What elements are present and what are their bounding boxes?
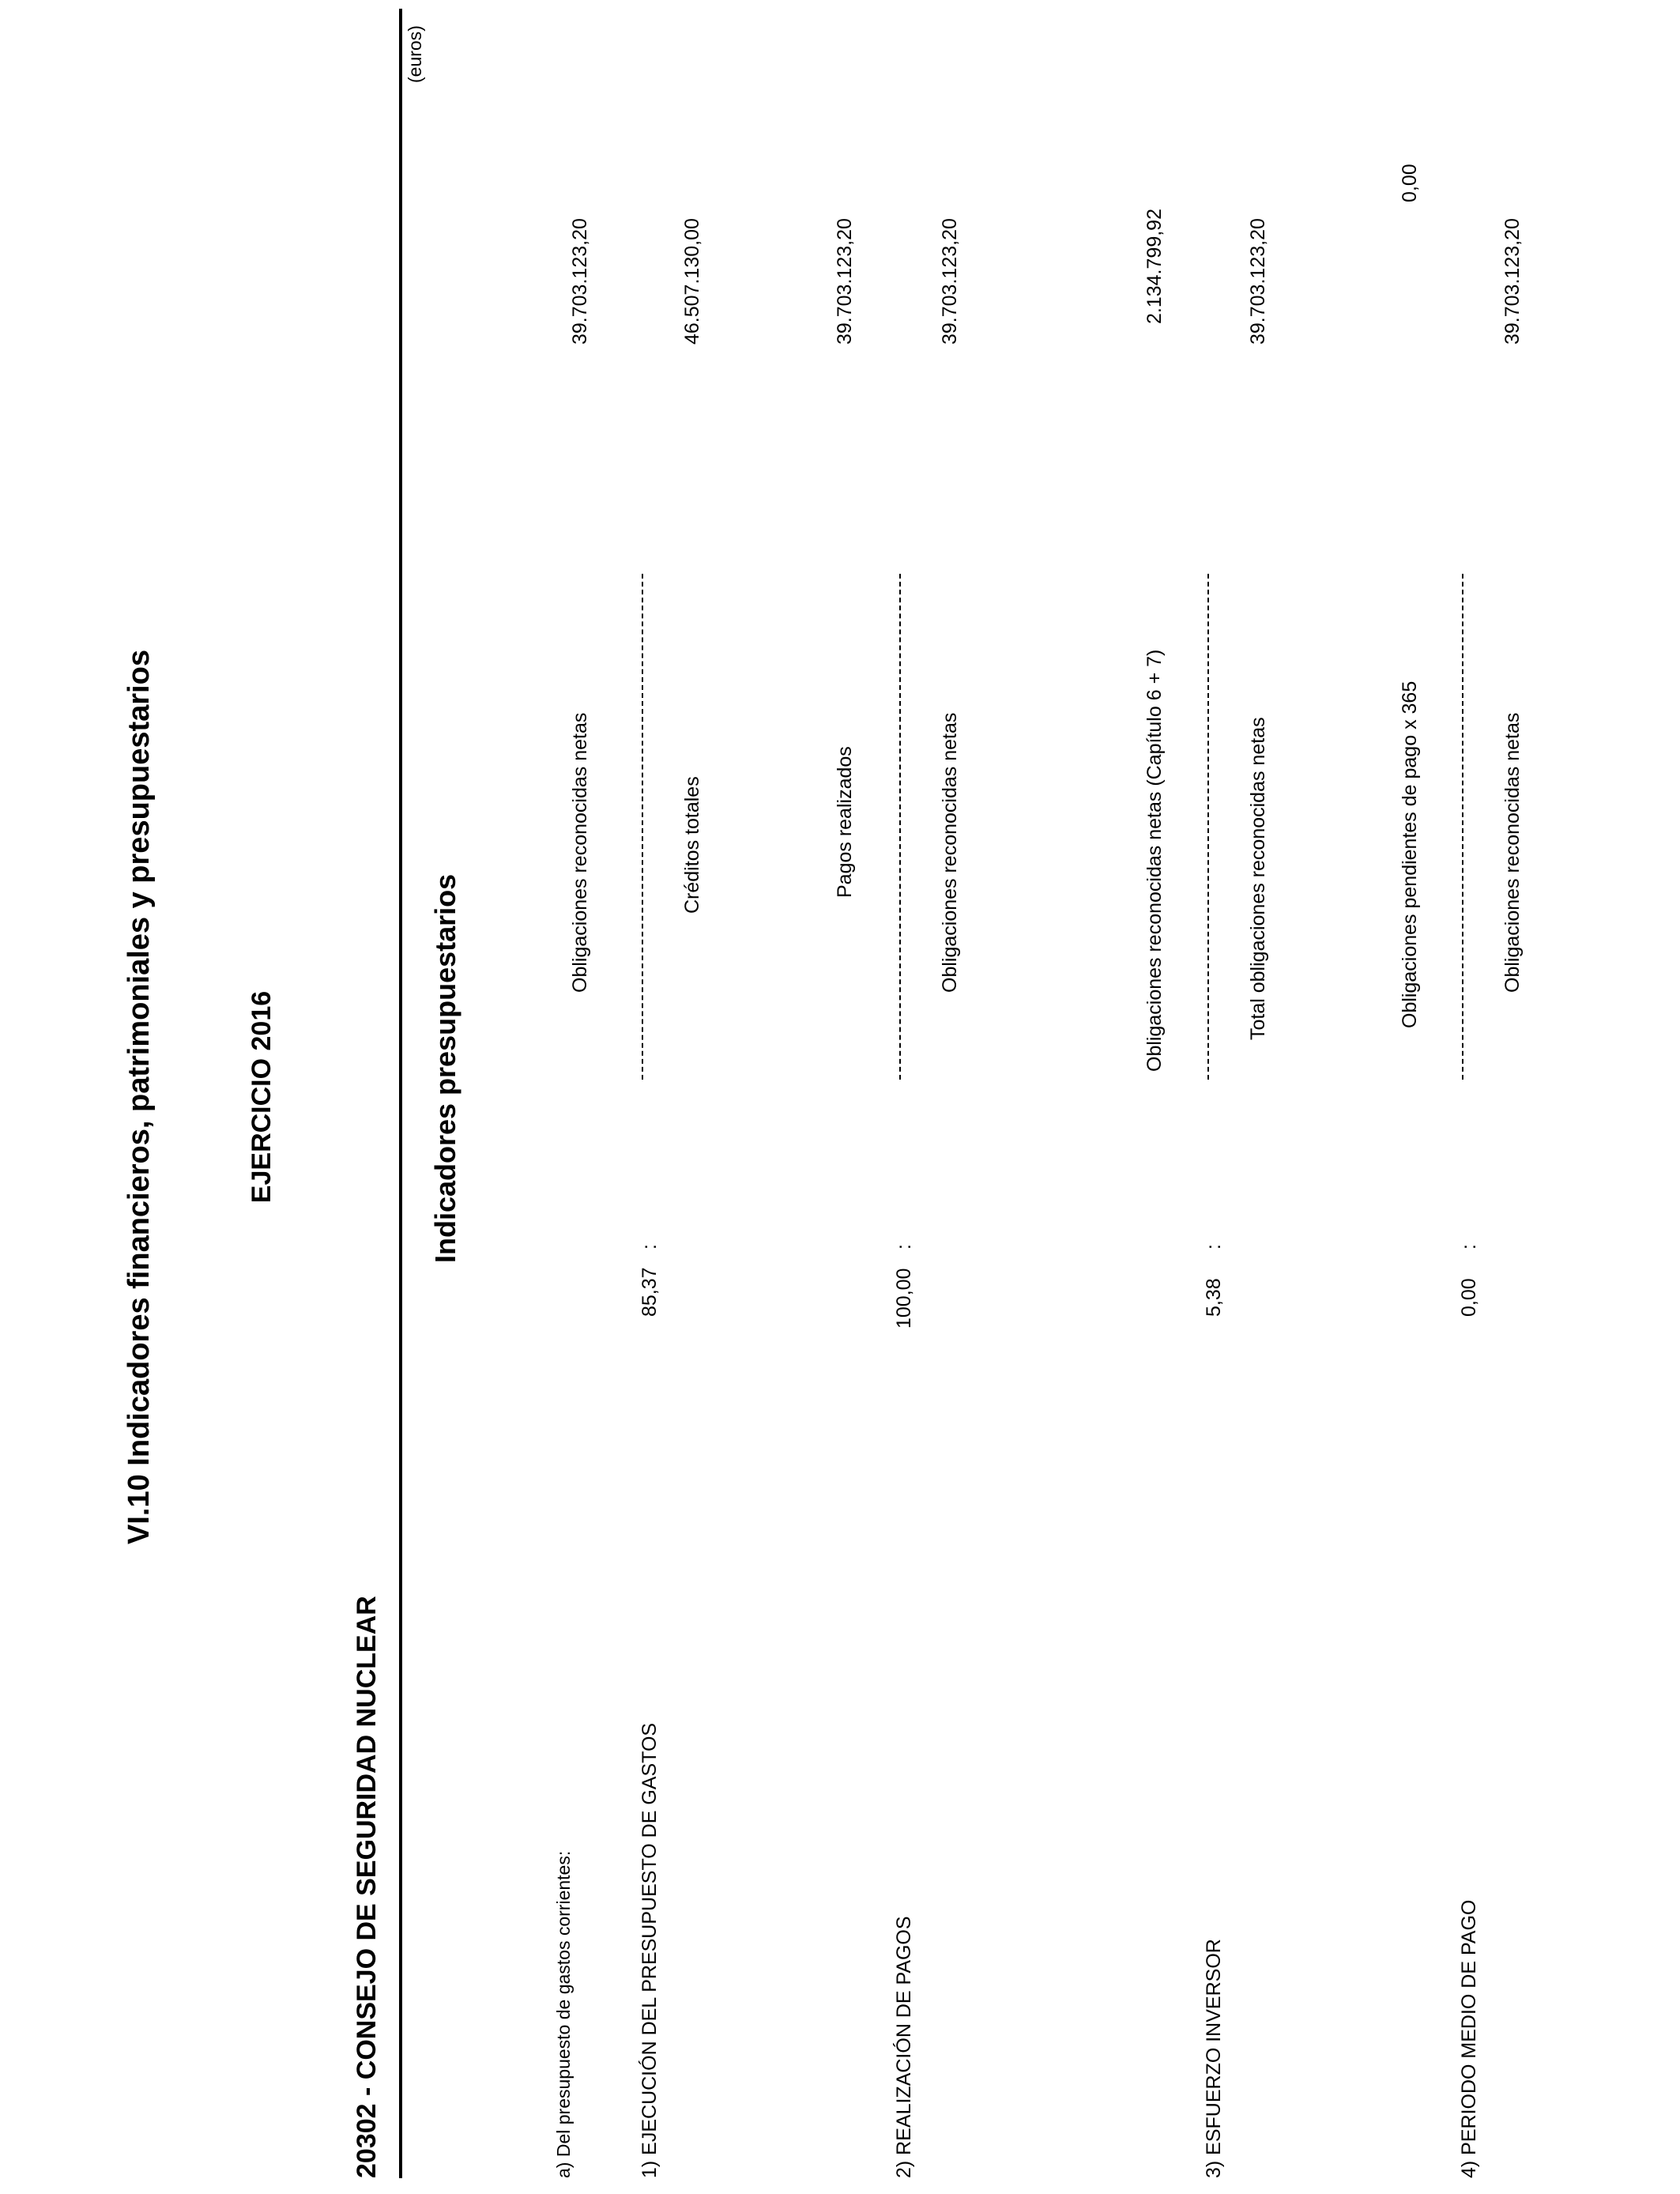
header-rule [399, 9, 402, 2178]
denominator-value: 39.703.123,20 [939, 218, 961, 345]
indicator-result: 85,37 [638, 1267, 661, 1317]
indicator-colon: : [893, 1244, 915, 1250]
fraction-divider [1207, 574, 1209, 1080]
indicator-colon: : [1458, 1244, 1480, 1250]
fraction-divider [899, 574, 901, 1080]
indicator-label: 3) ESFUERZO INVERSOR [1203, 1939, 1225, 2178]
numerator-label: Obligaciones pendientes de pago x 365 [1399, 680, 1421, 1028]
denominator-label: Créditos totales [681, 776, 703, 914]
denominator-label: Obligaciones reconocidas netas [1501, 712, 1524, 993]
indicator-colon: : [1203, 1244, 1225, 1250]
section-title: Indicadores presupuestarios [429, 873, 461, 1263]
section-subheading: a) Del presupuesto de gastos corrientes: [553, 1850, 574, 2178]
indicator-colon: : [638, 1244, 661, 1250]
numerator-label: Pagos realizados [834, 746, 856, 898]
denominator-value: 39.703.123,20 [1501, 218, 1524, 345]
denominator-value: 46.507.130,00 [681, 218, 703, 345]
indicator-label: 2) REALIZACIÓN DE PAGOS [893, 1916, 915, 2178]
indicator-label: 4) PERIODO MEDIO DE PAGO [1458, 1899, 1480, 2178]
numerator-label: Obligaciones reconocidas netas (Capítulo 6 + 7) [1143, 649, 1166, 1072]
entity-name: 20302 - CONSEJO DE SEGURIDAD NUCLEAR [352, 1596, 382, 2178]
denominator-label: Total obligaciones reconocidas netas [1247, 717, 1269, 1040]
numerator-value: 39.703.123,20 [569, 218, 591, 345]
indicator-result: 100,00 [893, 1268, 915, 1329]
currency-note: (euros) [405, 25, 425, 83]
indicator-result: 0,00 [1458, 1278, 1480, 1317]
exercise-year: EJERCICIO 2016 [247, 990, 277, 1204]
document-title: VI.10 Indicadores financieros, patrimoniales y presupuestarios [122, 650, 156, 1544]
fraction-divider [642, 574, 643, 1080]
indicator-result: 5,38 [1203, 1278, 1225, 1317]
indicator-label: 1) EJECUCIÓN DEL PRESUPUESTO DE GASTOS [638, 1722, 661, 2178]
numerator-value: 39.703.123,20 [834, 218, 856, 345]
numerator-value: 0,00 [1399, 164, 1421, 202]
fraction-divider [1462, 574, 1463, 1080]
denominator-label: Obligaciones reconocidas netas [939, 712, 961, 993]
numerator-value: 2.134.799,92 [1143, 209, 1166, 324]
numerator-label: Obligaciones reconocidas netas [569, 712, 591, 993]
denominator-value: 39.703.123,20 [1247, 218, 1269, 345]
